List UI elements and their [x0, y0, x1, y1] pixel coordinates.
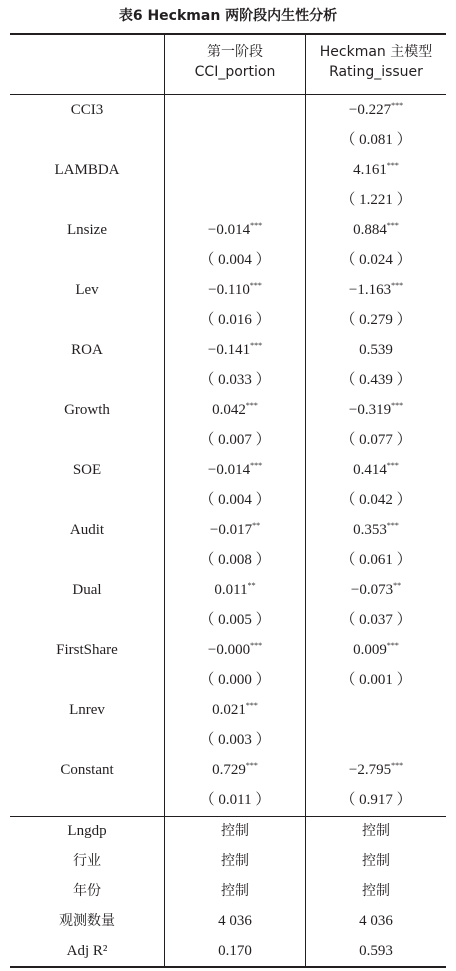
- coefficient-value: 0.353: [353, 522, 387, 538]
- stage1-coefficient: [165, 215, 305, 245]
- stage1-coefficient: [165, 635, 305, 665]
- main-model-coefficient: [306, 455, 446, 485]
- stage1-coefficient: [165, 155, 305, 185]
- main-model-coefficient: [306, 695, 446, 725]
- footer-stage1-value: 控制: [221, 883, 249, 899]
- header-col2: [306, 42, 446, 82]
- footer-row-label: 观测数量: [59, 913, 115, 929]
- coefficient-value: −2.795: [348, 762, 392, 778]
- significance-stars: **: [247, 581, 256, 590]
- footer-main-model-value: 控制: [362, 823, 390, 839]
- stage1-std-error: （ 0.033 ）: [199, 372, 271, 388]
- stage1-std-error: （ 0.008 ）: [199, 552, 271, 568]
- coefficient-value: −0.227: [348, 102, 392, 118]
- table-caption: 表6 Heckman 两阶段内生性分析: [118, 8, 338, 24]
- coefficient-value: 0.729: [212, 762, 246, 778]
- coefficient-value: 0.009: [353, 642, 387, 658]
- significance-stars: ***: [249, 281, 262, 290]
- header-col2-line2: Rating_issuer: [329, 64, 423, 80]
- significance-stars: ***: [250, 221, 263, 230]
- main-model-coefficient: [306, 215, 446, 245]
- main-model-std-error: （ 0.042 ）: [340, 492, 412, 508]
- stage1-coefficient: [165, 455, 305, 485]
- stage1-std-error: （ 0.011 ）: [199, 792, 271, 808]
- row-label: LAMBDA: [54, 162, 120, 178]
- main-model-coefficient: [306, 395, 446, 425]
- coefficient-value: 0.539: [359, 342, 393, 358]
- main-model-coefficient: [306, 575, 446, 605]
- footer-main-model-value: 4 036: [359, 913, 393, 929]
- significance-stars: ***: [386, 521, 399, 530]
- coefficient-value: −0.014: [207, 222, 251, 238]
- main-model-std-error: （ 0.077 ）: [340, 432, 412, 448]
- header-col1-line1: 第一阶段: [207, 44, 263, 60]
- significance-stars: ***: [386, 221, 399, 230]
- main-model-std-error: （ 0.061 ）: [340, 552, 412, 568]
- footer-row-label: 年份: [73, 883, 101, 899]
- main-model-std-error: （ 1.221 ）: [340, 192, 412, 208]
- footer-row-label: 行业: [73, 853, 101, 869]
- coefficient-value: 0.884: [353, 222, 387, 238]
- stage1-std-error: （ 0.004 ）: [199, 252, 271, 268]
- main-model-coefficient: [306, 755, 446, 785]
- row-label: SOE: [72, 462, 102, 478]
- main-model-coefficient: [306, 515, 446, 545]
- stage1-coefficient: [165, 275, 305, 305]
- bottom-rule: [10, 966, 446, 968]
- coefficient-value: −0.073: [350, 582, 394, 598]
- coefficient-value: −0.141: [207, 342, 251, 358]
- significance-stars: ***: [250, 461, 263, 470]
- top-rule: [10, 33, 446, 35]
- stage1-coefficient: [165, 755, 305, 785]
- significance-stars: ***: [391, 101, 404, 110]
- stage1-std-error: （ 0.003 ）: [199, 732, 271, 748]
- footer-main-model-value: 控制: [362, 853, 390, 869]
- footer-stage1-value: 控制: [221, 853, 249, 869]
- main-model-coefficient: [306, 635, 446, 665]
- significance-stars: **: [252, 521, 261, 530]
- coefficient-value: 4.161: [353, 162, 387, 178]
- coefficient-value: −0.319: [348, 402, 392, 418]
- footer-main-model-value: 控制: [362, 883, 390, 899]
- row-label: FirstShare: [56, 642, 118, 658]
- footer-stage1-value: 4 036: [218, 913, 252, 929]
- significance-stars: ***: [391, 401, 404, 410]
- stage1-std-error: （ 0.005 ）: [199, 612, 271, 628]
- footer-row-label: Lngdp: [67, 823, 107, 839]
- coefficient-value: 0.042: [212, 402, 246, 418]
- significance-stars: ***: [391, 281, 404, 290]
- row-label: Growth: [64, 402, 110, 418]
- row-label: Audit: [69, 522, 105, 538]
- stage1-coefficient: [165, 695, 305, 725]
- coefficient-value: −0.000: [207, 642, 251, 658]
- coefficient-value: 0.414: [353, 462, 387, 478]
- stage1-std-error: [165, 125, 305, 155]
- significance-stars: ***: [245, 401, 258, 410]
- significance-stars: ***: [245, 761, 258, 770]
- header-col1: [165, 42, 305, 82]
- stage1-std-error: （ 0.004 ）: [199, 492, 271, 508]
- stage1-std-error: [165, 185, 305, 215]
- main-model-std-error: （ 0.024 ）: [340, 252, 412, 268]
- main-model-std-error: （ 0.917 ）: [340, 792, 412, 808]
- main-model-coefficient: [306, 275, 446, 305]
- coefficient-value: −0.017: [209, 522, 253, 538]
- significance-stars: ***: [250, 641, 263, 650]
- stage1-std-error: （ 0.000 ）: [199, 672, 271, 688]
- footer-row-label: Adj R²: [66, 943, 108, 959]
- significance-stars: **: [393, 581, 402, 590]
- coefficient-value: −1.163: [348, 282, 392, 298]
- row-label: Lev: [75, 282, 99, 298]
- coefficient-value: −0.110: [208, 282, 250, 298]
- main-model-std-error: （ 0.279 ）: [340, 312, 412, 328]
- significance-stars: ***: [386, 461, 399, 470]
- main-model-std-error: [306, 725, 446, 755]
- stage1-std-error: （ 0.007 ）: [199, 432, 271, 448]
- coefficient-value: 0.011: [214, 582, 248, 598]
- footer-main-model-value: 0.593: [359, 943, 393, 959]
- row-label: Lnsize: [67, 222, 107, 238]
- stage1-coefficient: [165, 395, 305, 425]
- row-label: Dual: [72, 582, 102, 598]
- significance-stars: ***: [391, 761, 404, 770]
- stage1-coefficient: [165, 575, 305, 605]
- coefficient-value: 0.021: [212, 702, 246, 718]
- stage1-std-error: （ 0.016 ）: [199, 312, 271, 328]
- footer-stage1-value: 0.170: [218, 943, 252, 959]
- coefficient-value: −0.014: [207, 462, 251, 478]
- significance-stars: ***: [245, 701, 258, 710]
- row-label: ROA: [71, 342, 103, 358]
- stage1-coefficient: [165, 95, 305, 125]
- main-model-std-error: （ 0.037 ）: [340, 612, 412, 628]
- main-model-coefficient: [306, 335, 446, 365]
- main-model-std-error: （ 0.439 ）: [340, 372, 412, 388]
- stage1-coefficient: [165, 515, 305, 545]
- main-model-std-error: （ 0.081 ）: [340, 132, 412, 148]
- significance-stars: ***: [386, 641, 399, 650]
- main-model-coefficient: [306, 155, 446, 185]
- stage1-coefficient: [165, 335, 305, 365]
- footer-stage1-value: 控制: [221, 823, 249, 839]
- header-col2-line1: Heckman 主模型: [319, 44, 433, 60]
- main-model-std-error: （ 0.001 ）: [340, 672, 412, 688]
- row-label: Constant: [60, 762, 114, 778]
- header-col1-line2: CCI_portion: [194, 64, 276, 80]
- row-label: Lnrev: [69, 702, 105, 718]
- significance-stars: ***: [250, 341, 263, 350]
- row-label: CCI3: [70, 102, 104, 118]
- main-model-coefficient: [306, 95, 446, 125]
- significance-stars: ***: [386, 161, 399, 170]
